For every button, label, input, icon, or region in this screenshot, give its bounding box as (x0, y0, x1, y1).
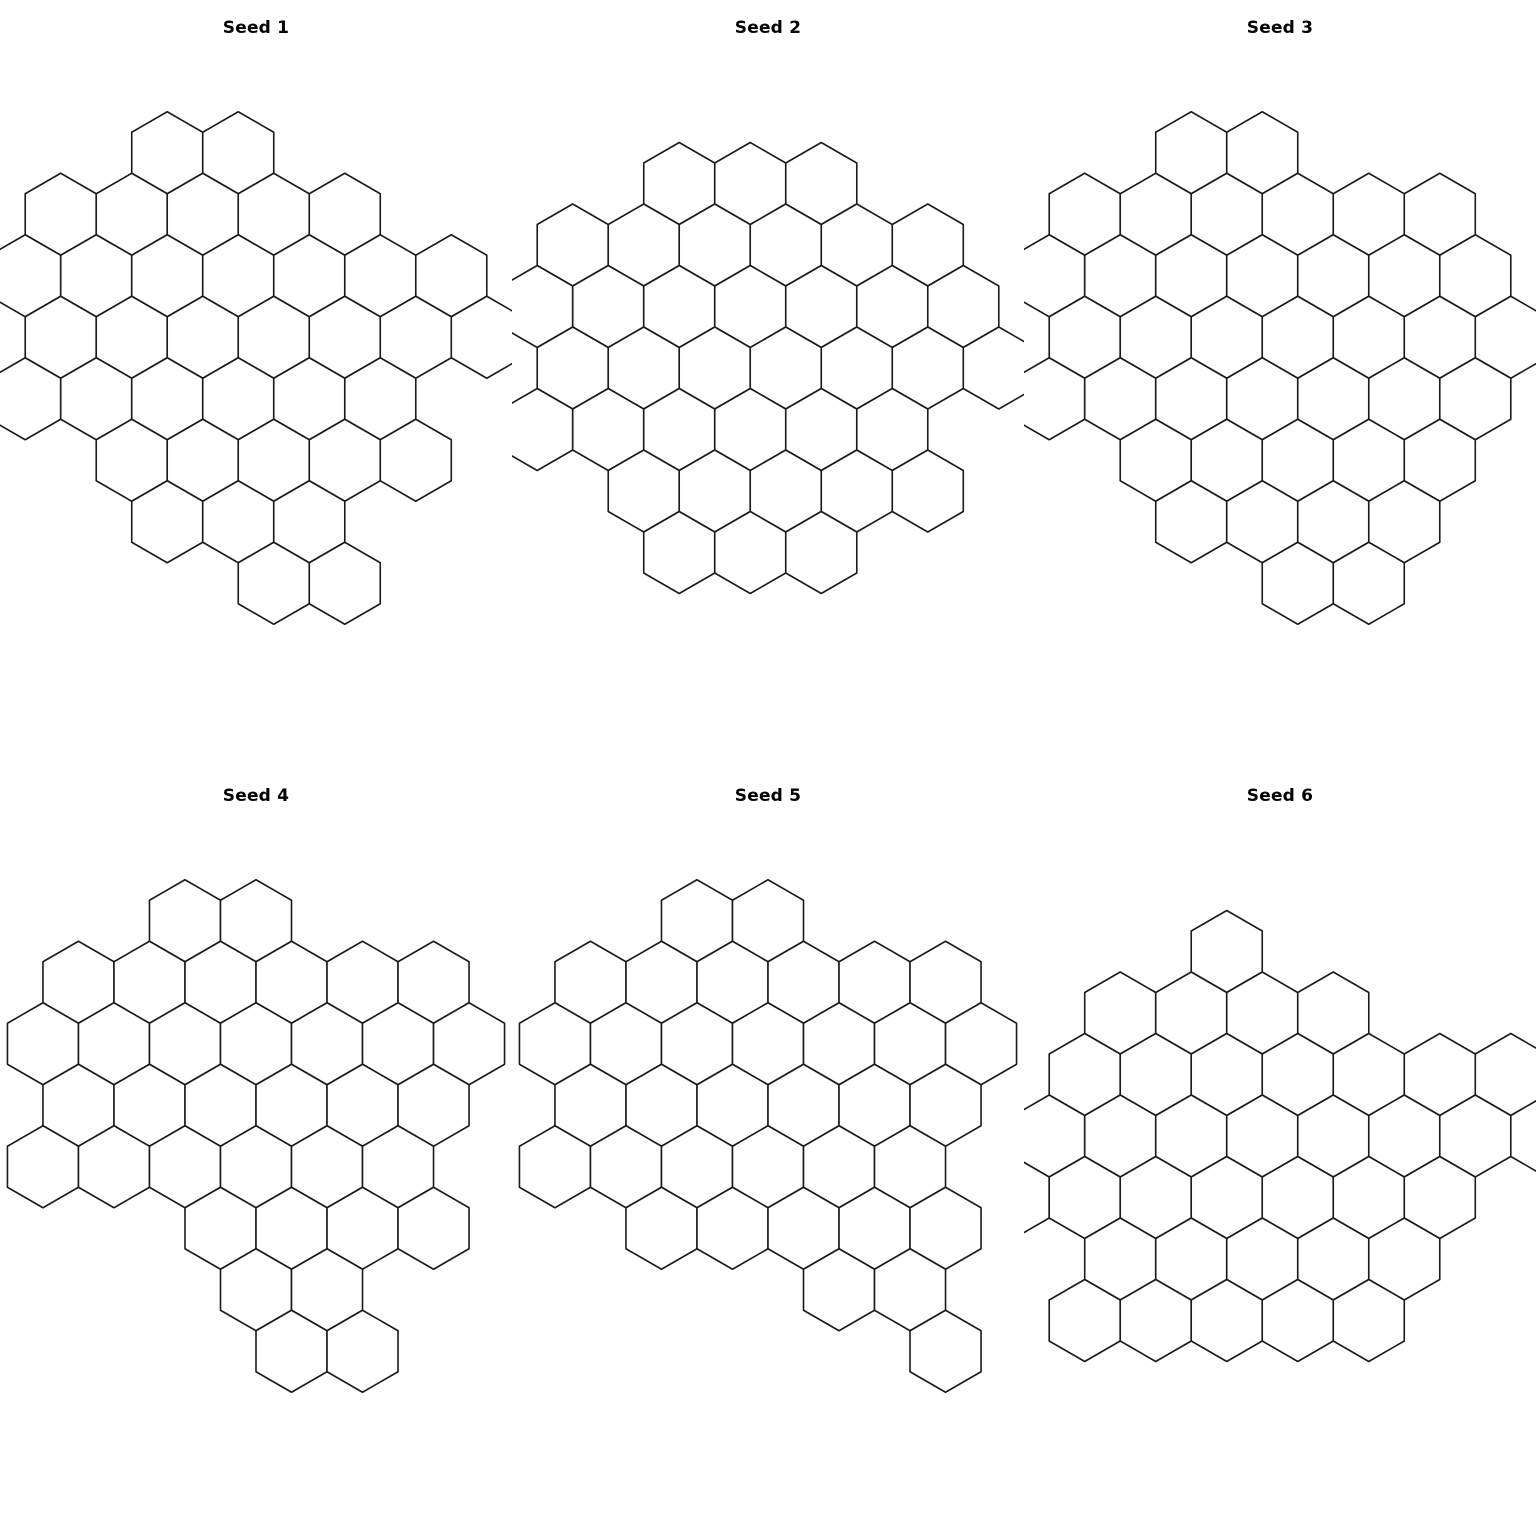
panel-title: Seed 5 (734, 786, 802, 806)
hex-canvas (0, 806, 512, 1536)
panel-seed-2 (512, 0, 1024, 768)
hex-field-1 (0, 38, 512, 738)
panel-seed-1 (0, 0, 512, 768)
panel-seed-3 (1024, 0, 1536, 768)
hex-canvas (1024, 38, 1536, 768)
panel-seed-5 (512, 768, 1024, 1536)
panel-seed-6 (1024, 768, 1536, 1536)
panel-title: Seed 3 (1246, 18, 1314, 38)
panel-title: Seed 4 (222, 786, 290, 806)
panel-title: Seed 1 (222, 18, 290, 38)
hex-field-2 (512, 38, 1024, 738)
hex-field-6 (1024, 806, 1536, 1506)
hex-canvas (512, 806, 1024, 1536)
hex-canvas (0, 38, 512, 768)
panel-title: Seed 2 (734, 18, 802, 38)
hex-field-4 (0, 806, 512, 1506)
hex-canvas (1024, 806, 1536, 1536)
hex-canvas (512, 38, 1024, 768)
panel-title: Seed 6 (1246, 786, 1314, 806)
hex-field-5 (512, 806, 1024, 1506)
panel-seed-4 (0, 768, 512, 1536)
hex-field-3 (1024, 38, 1536, 738)
